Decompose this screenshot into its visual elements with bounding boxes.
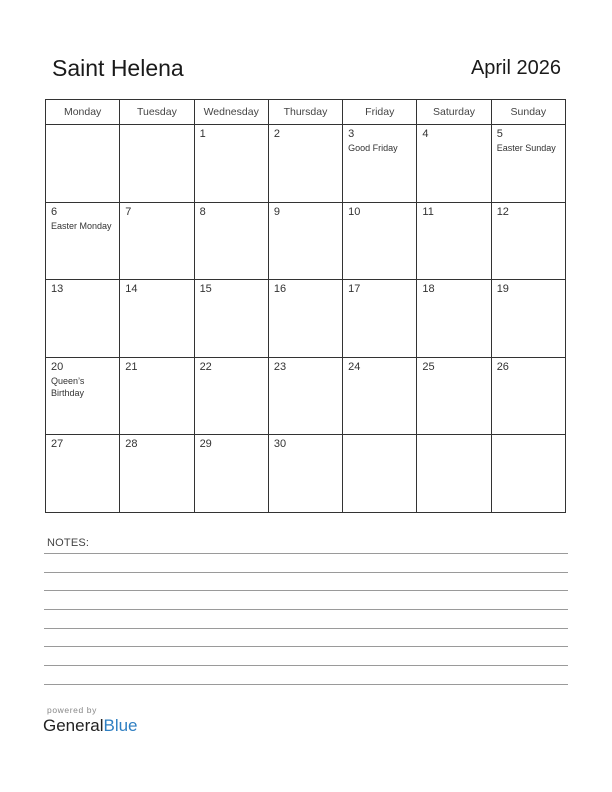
holiday-label: Easter Monday	[51, 220, 112, 231]
day-number: 11	[422, 205, 434, 218]
holiday-label: Good Friday	[348, 143, 398, 153]
day-number: 27	[51, 438, 64, 451]
month-year-title: April 2026	[470, 57, 561, 79]
day-number: 18	[422, 283, 435, 296]
notes-line	[44, 628, 568, 629]
day-cell-friday	[343, 202, 417, 280]
day-number: 15	[199, 283, 212, 296]
day-cell-monday	[46, 125, 120, 203]
day-cell-thursday	[268, 357, 342, 435]
day-cell-tuesday	[120, 202, 194, 280]
day-cell-tuesday	[120, 435, 194, 513]
day-cell-saturday	[417, 202, 491, 280]
day-cell-sunday	[491, 357, 565, 435]
day-number: 2	[273, 128, 280, 140]
day-number: 17	[348, 283, 361, 296]
day-cell-saturday	[417, 125, 491, 203]
notes-line	[44, 665, 568, 666]
day-number: 7	[125, 205, 132, 218]
day-cell-thursday	[268, 435, 342, 513]
brand-general-text: General	[43, 716, 104, 735]
day-number: 16	[273, 283, 287, 296]
day-cell-saturday	[417, 435, 491, 513]
week-row	[46, 357, 566, 435]
notes-line	[44, 684, 568, 685]
powered-by-text: powered by	[47, 705, 97, 715]
day-cell-monday	[46, 435, 120, 513]
week-row	[46, 280, 566, 358]
weekday-header-thursday: Thursday	[268, 100, 342, 125]
day-number: 19	[496, 283, 509, 296]
day-cell-saturday	[417, 357, 491, 435]
notes-line	[44, 553, 568, 554]
day-number: 1	[199, 128, 206, 140]
day-number: 9	[273, 205, 280, 218]
day-number: 12	[496, 205, 509, 218]
day-cell-saturday	[417, 280, 491, 358]
day-number: 28	[125, 438, 138, 451]
notes-line	[44, 590, 568, 591]
day-cell-wednesday	[194, 280, 268, 358]
day-cell-sunday	[491, 280, 565, 358]
day-number: 26	[496, 360, 509, 373]
day-number: 10	[348, 205, 361, 218]
day-cell-tuesday	[120, 357, 194, 435]
generalblue-logo[interactable]	[43, 716, 138, 736]
week-row	[46, 202, 566, 280]
notes-line	[44, 572, 568, 573]
day-number: 30	[273, 438, 287, 451]
day-cell-monday	[46, 357, 120, 435]
notes-line	[44, 609, 568, 610]
day-cell-thursday	[268, 202, 342, 280]
weekday-header-tuesday: Tuesday	[120, 100, 194, 125]
notes-line	[44, 646, 568, 647]
day-number: 20	[51, 360, 64, 373]
day-cell-friday	[343, 125, 417, 203]
day-number: 8	[199, 205, 206, 218]
day-cell-monday	[46, 202, 120, 280]
weekday-header-friday: Friday	[343, 100, 417, 125]
day-cell-friday	[343, 357, 417, 435]
day-number: 24	[348, 360, 361, 373]
day-cell-wednesday	[194, 125, 268, 203]
day-number: 6	[51, 205, 58, 218]
day-number: 5	[496, 128, 503, 140]
weekday-header-wednesday: Wednesday	[194, 100, 268, 125]
day-number: 14	[125, 283, 138, 296]
brand-blue-text: Blue	[103, 716, 138, 735]
day-cell-tuesday	[120, 125, 194, 203]
country-title: Saint Helena	[52, 55, 184, 81]
day-cell-wednesday	[194, 357, 268, 435]
weekday-header-monday: Monday	[46, 100, 120, 125]
weekday-header-saturday: Saturday	[417, 100, 491, 125]
day-cell-monday	[46, 280, 120, 358]
day-cell-wednesday	[194, 202, 268, 280]
day-number: 13	[51, 283, 64, 296]
day-cell-thursday	[268, 280, 342, 358]
day-cell-sunday	[491, 202, 565, 280]
day-cell-thursday	[268, 125, 342, 203]
week-row	[46, 125, 566, 203]
day-number: 23	[273, 360, 287, 373]
day-cell-friday	[343, 280, 417, 358]
holiday-label: Easter Sunday	[496, 143, 556, 153]
day-number: 25	[422, 360, 435, 373]
weekday-header-sunday: Sunday	[491, 100, 565, 125]
holiday-label: Queen’s Birthday	[51, 375, 85, 398]
day-number: 29	[199, 438, 212, 451]
day-number: 3	[348, 128, 355, 140]
week-row	[46, 435, 566, 513]
day-number: 21	[125, 360, 138, 373]
day-number: 22	[199, 360, 212, 373]
weekday-header-row	[46, 100, 566, 125]
day-cell-tuesday	[120, 280, 194, 358]
day-cell-friday	[343, 435, 417, 513]
day-cell-sunday	[491, 435, 565, 513]
day-number: 4	[422, 128, 429, 140]
day-cell-sunday	[491, 125, 565, 203]
notes-label: NOTES:	[47, 537, 90, 549]
day-cell-wednesday	[194, 435, 268, 513]
calendar-grid	[45, 99, 566, 513]
